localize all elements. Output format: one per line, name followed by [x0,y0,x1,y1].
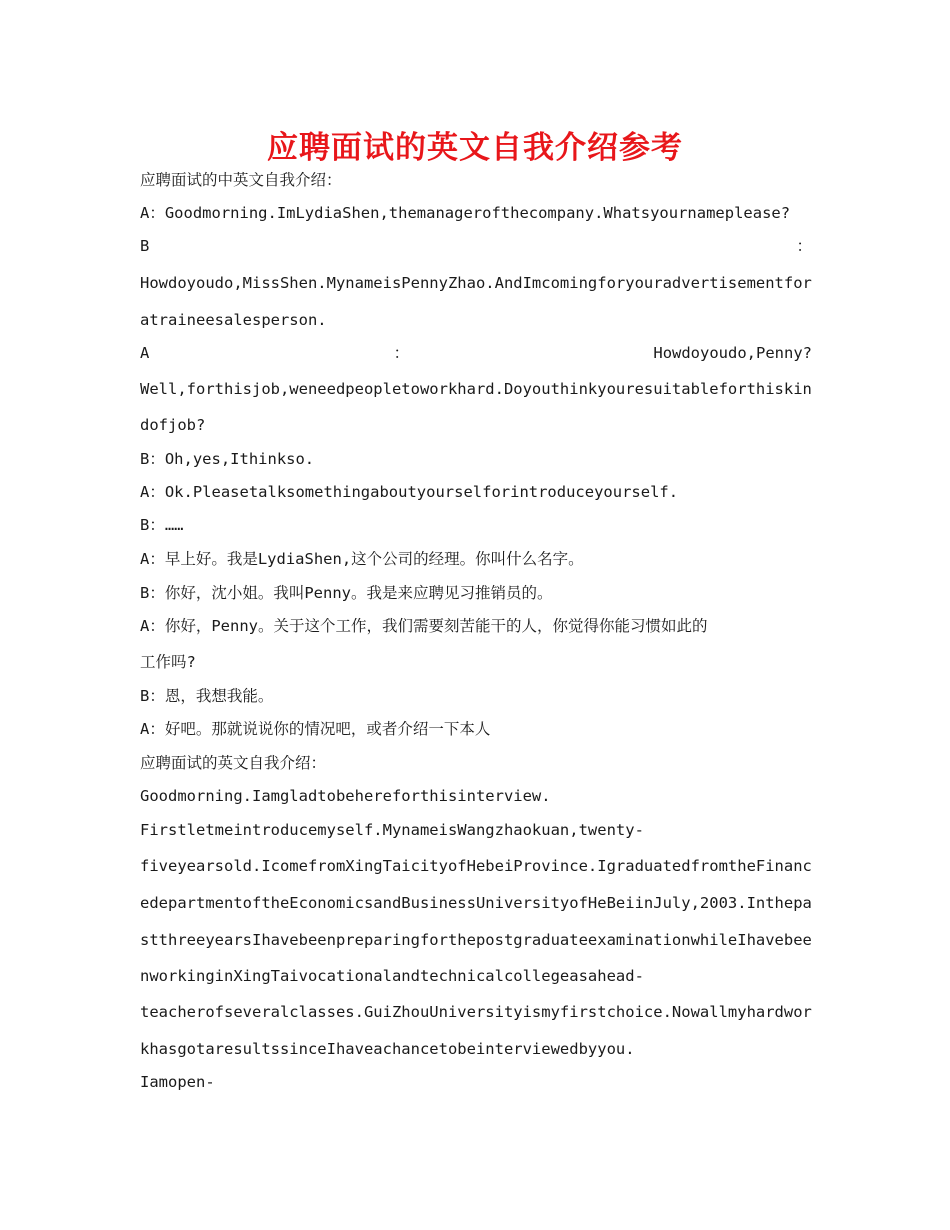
text-line: A：Goodmorning.ImLydiaShen,themanagerofthecompany.Whatsyournameplease? [140,204,791,222]
text-line: A：好吧。那就说说你的情况吧，或者介绍一下本人 [140,720,491,738]
speaker-label: B [140,237,150,255]
speaker-label: A [140,344,150,362]
text-line: atraineesalesperson. [140,311,327,329]
text-line: fiveyearsold.IcomefromXingTaicityofHebeiProvince.IgraduatedfromtheFinanc [140,857,812,875]
text-line: Well,forthisjob,weneedpeopletoworkhard.Doyouthinkyouresuitableforthiskin [140,380,812,398]
text-line: B：你好，沈小姐。我叫Penny。我是来应聘见习推销员的。 [140,584,553,602]
text-line: B：恩，我想我能。 [140,687,274,705]
text-line: nworkinginXingTaivocationalandtechnicalcollegeasahead- [140,967,644,985]
text-line: 工作吗? [140,653,196,671]
text-line: Iamopen- [140,1073,215,1091]
text-line: B：Oh,yes,Ithinkso. [140,450,315,468]
text-line: Goodmorning.Iamgladtobehereforthisinterview. [140,787,551,805]
text-line: edepartmentoftheEconomicsandBusinessUniversityofHeBeiinJuly,2003.Inthepa [140,894,812,912]
text-line: 应聘面试的中英文自我介绍： [140,171,342,189]
greeting-text: Howdoyoudo,Penny? [653,344,812,362]
text-line: A：Ok.Pleasetalksomethingaboutyourselforintroduceyourself. [140,483,679,501]
text-line: A：早上好。我是LydiaShen,这个公司的经理。你叫什么名字。 [140,550,584,568]
document-title: 应聘面试的英文自我介绍参考 [267,130,683,166]
colon: ： [796,237,812,255]
text-line: Howdoyoudo,MissShen.MynameisPennyZhao.AndImcomingforyouradvertisementfor [140,274,812,292]
text-line: B：…… [140,516,184,534]
text-line-justified [140,236,812,256]
text-line: stthreeyearsIhavebeenpreparingforthepostgraduateexaminationwhileIhavebee [140,931,812,949]
text-line: 应聘面试的英文自我介绍： [140,754,327,772]
colon: ： [393,344,410,362]
text-line: teacherofseveralclasses.GuiZhouUniversityismyfirstchoice.Nowallmyhardwor [140,1003,812,1021]
text-line: Firstletmeintroducemyself.MynameisWangzhaokuan,twenty- [140,821,644,839]
text-line-justified [140,343,812,363]
text-line: khasgotaresultssinceIhaveachancetobeinterviewedbyyou. [140,1040,635,1058]
text-line: dofjob? [140,416,206,434]
text-line: A：你好，Penny。关于这个工作，我们需要刻苦能干的人，你觉得你能习惯如此的 [140,617,708,635]
